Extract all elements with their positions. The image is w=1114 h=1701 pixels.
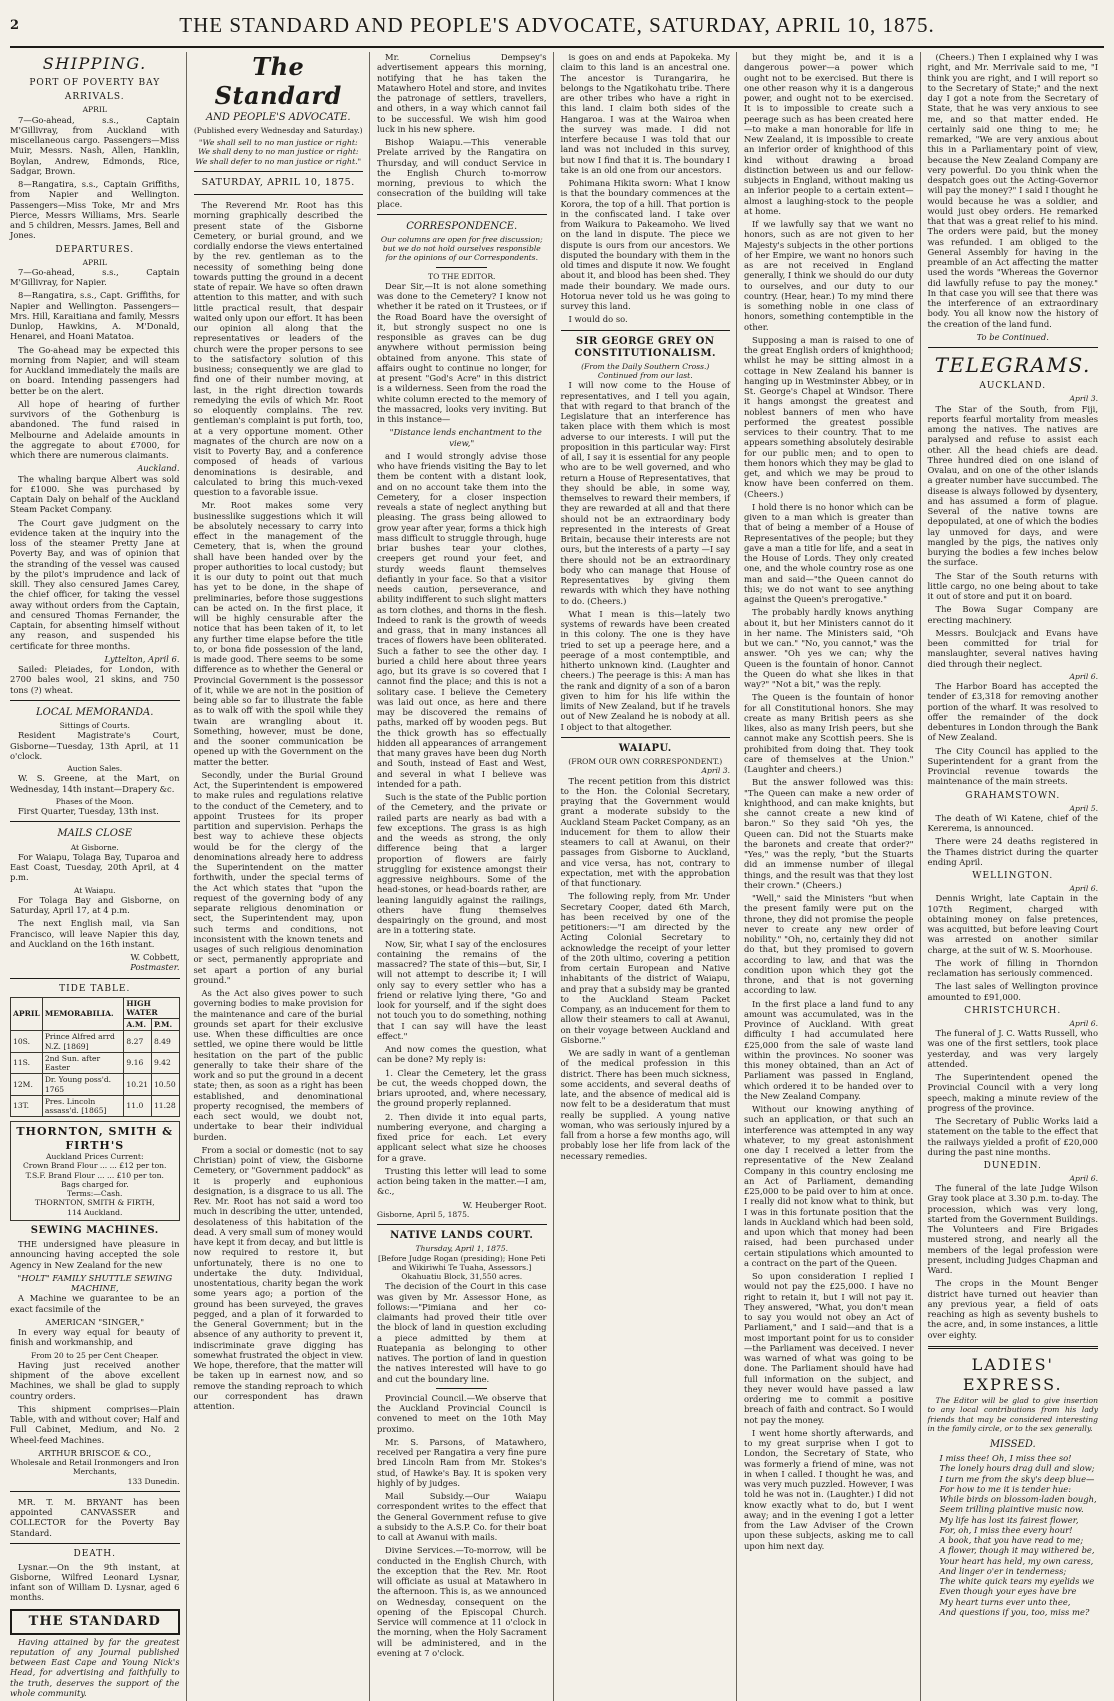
tide-cell: 2nd Sun. after Easter: [42, 1052, 124, 1074]
poem-line: I turn me from the sky's deep blue—: [939, 1473, 1095, 1484]
telegram-date: April 6.: [1069, 884, 1098, 894]
letter-date: Gisborne, April 5, 1875.: [377, 1209, 470, 1219]
poem-line: My life has lost its fairest flower,: [939, 1514, 1079, 1525]
sewing-text: Having just received another shipment of the above excellent Machines, we shall be glad to supply country orders.: [10, 1359, 180, 1401]
shipping-heading: SHIPPING.: [42, 54, 147, 73]
poem-line: Seem trilling plaintive music now.: [939, 1504, 1084, 1515]
advert-subtitle: Auckland Prices Current:: [45, 1152, 144, 1162]
editorial-paragraph: From a social or domestic (not to say Christian) point of view, the Gisborne Cemetery, or "Government paddock" as it is properly and euphonious designation, is a disgrace to us all. The Rev. Mr. Root has not said a word too much in describing the utter, untended, desolateness of this habitation of the dead. A very small sum of money would have kept it from decay, and but little is now required to restore it, but unfortunately, there is no one to undertake the duty. Individual, unostentatious, charity began the work some years ago; a portion of the ground has been surveyed, the graves pegged, and a plan of it forwarded to the General Government; but in the absence of any authority to prevent it, indiscriminate grave digging has somewhat frustrated the object in view. We hope, therefore, that the matter will be taken up in earnest now, and so remove the standing reproach to which our correspondent has drawn attention.: [193, 1144, 363, 1412]
tide-cell: 12M.: [11, 1074, 43, 1096]
telegram-date: April 3.: [1069, 394, 1098, 404]
advert-title: THORNTON, SMITH & FIRTH'S: [16, 1125, 174, 1152]
divider: [194, 171, 364, 172]
auction-label: Auction Sales.: [67, 764, 123, 774]
tide-cell: 9.42: [151, 1052, 179, 1074]
native-lands-heading: NATIVE LANDS COURT.: [390, 1230, 534, 1242]
letter-paragraph: 1. Clear the Cemetery, let the grass be cut, the weeds chopped down, the briars uprooted, and, where necessary, the ground properly replanned.: [377, 1067, 547, 1109]
editorial-paragraph: The Reverend Mr. Root has this morning graphically described the present state of the Gisborne Cemetery, or burial ground, and we cordially endorse the views entertained by the rev. gentleman as to the necessity of something being done towards putting the ground in a decent state of repair. We have so often drawn attention to this matter, and with such little practical result, that despair waited only upon our effort. It has been our opinion all along that the representatives or leaders of the church were the proper persons to see to the satisfactory solution of this business; consequently we are glad to find one of their number moving, at last, in the right direction towards remedying the evils of which Mr. Root so eloquently complains. The rev. gentleman's complaint is put forth, too, at a very opportune moment. Other magnates of the church are now on a visit to Poverty Bay, and a conference composed of heads of various denominations is desirable, and calculated to bring this much-vexed question to a favorable issue.: [193, 200, 363, 498]
divider: [10, 978, 180, 979]
columns: [10, 52, 1104, 1698]
telegrams-heading: TELEGRAMS.: [934, 353, 1091, 377]
speech-paragraph: I will now come to the House of representatives, and I tell you again, that with regard to that branch of the Legislature that an interference has taken place with them which is most adverse to our interests. I will put the proposition in this particular way: First of all, I say it is essential for any people who are to be well governed, and who return a House of Representatives, that they should be able, in some way, themselves to reward their members, if they are rewarded at all and that there should not be an extraordinary body represented in the interests of Great Britain, because their interests are not ours, but the interests of a party —I say there should not be an extraordinary body who can manage that House of Representatives by giving them rewards with which they have nothing to do. (Cheers.): [560, 380, 730, 606]
logo-subtitle: AND PEOPLE'S ADVOCATE.: [205, 111, 351, 123]
tide-cell: 13T.: [11, 1095, 43, 1117]
news-paragraph: Provincial Council.—We observe that the Auckland Provincial Council is convened to meet on the 10th May proximo.: [377, 1392, 547, 1434]
column-shipping: [10, 52, 187, 1701]
briscoe-address: 133 Dunedin.: [127, 1476, 180, 1486]
dunedin-heading: DUNEDIN.: [983, 1161, 1042, 1172]
telegram-paragraph: The Secretary of Public Works laid a statement on the table to the effect that the railways yielded a profit of £20,000 during the past nine months.: [927, 1116, 1098, 1157]
motto: [194, 138, 364, 167]
tide-cell: 10.21: [124, 1074, 152, 1096]
mails-waiapu-label: At Waiapu.: [73, 885, 116, 895]
divider: [10, 700, 180, 701]
death-notice: Lysnar.—On the 9th instant, at Gisborne, Wilfred Leonard Lysnar, infant son of William D. Lysnar, aged 6 months.: [10, 1561, 180, 1603]
telegram-paragraph: The Bowa Sugar Company are erecting machinery.: [927, 604, 1098, 625]
speech-paragraph: Without our knowing anything of such an application, or that such an interference was attempted in any way whatever, to my great astonishment one day I received a letter from the representative of the New Zealand Company in this country enclosing me an Act of Parliament, demanding £25,000 to be paid over to him at once. I really did not know what to think, but I was in this fortunate position that the lands in Auckland which had been sold, and upon which that money had been raised, had been purchased under certain stipulations which amounted to a contract on the part of the Queen.: [744, 1104, 914, 1268]
speech-paragraph: If we lawfully say that we want no honors, such as are not given to her Majesty's subjects in the other portions of her Empire, we want no honors such as are not received in England generally, I think we should do our duty to ourselves, and our duty to our country. (Hear, hear.) To my mind there is something noble in one class of honors, something contemptible in the other.: [744, 219, 914, 332]
court-paragraph: Pohimana Hikita sworn: What I know is that the boundary commences at the Korora, the top of a hill. That portion is in the confiscated land. I take over from Waikura to Pakeamoho. We lived on the land in dispute. The piece we dispute is ours from our ancestors. We disputed the boundary with them in the old times and dispute it now. We fought about it, and blood has been shed. They made their boundary. We made ours. Hotorua never told us he was going to survey this land.: [560, 178, 730, 311]
poem-line: For how to me it is tender hue:: [939, 1483, 1072, 1494]
news-paragraph: Divine Services.—To-morrow, will be conducted in the English Church, with the exception that the Rev. Mr. Root will officiate as usual at Matawhero in the afternoon. This is, as we announced on Wednesday, consequent on the opening of the Episcopal Church. Service will commence at 11 o'clock in the morning, when the Holy Sacrament will be administered, and in the evening at 7 o'clock.: [377, 1545, 547, 1658]
local-memoranda-heading: LOCAL MEMORANDA.: [36, 706, 154, 718]
native-lands-bench: [Before Judge Rogan (presiding); Hone Peti and Wikiriwhi Te Tuaha, Assessors.]: [378, 1253, 546, 1272]
divider: [561, 737, 731, 738]
telegram-paragraph: The Harbor Board has accepted the tender of £3,318 for removing another portion of the wharf. It was resolved to offer the remainder of the dock debentures in London through the Bank of New Zealand.: [927, 681, 1099, 743]
to-the-editor: TO THE EDITOR.: [428, 271, 496, 281]
telegram-paragraph: The City Council has applied to the Superintendent for a grant from the Provincial revenue towards the maintenance of the main streets.: [927, 745, 1098, 787]
departures-heading: DEPARTURES.: [55, 244, 135, 255]
tide-cell: Pres. Lincoln assass'd. [1865]: [42, 1095, 124, 1117]
telegram-date: April 6.: [1069, 1018, 1098, 1028]
departure-entry: 7—Go-ahead, s.s., Captain M'Gillivray, for Napier.: [10, 266, 180, 288]
poem-line: For, oh, I miss thee every hour!: [939, 1524, 1073, 1535]
article-continued: Continued from our last.: [597, 371, 693, 381]
sewing-product: AMERICAN "SINGER,": [45, 1316, 145, 1327]
tide-header: MEMORABILIA.: [42, 997, 124, 1031]
telegram-date: April 6.: [1069, 1173, 1098, 1183]
arrival-entry: 7—Go-ahead, s.s., Captain M'Gillivray, from Auckland with miscellaneous cargo. Passengers—Miss Muir, Messrs. Nash, Allen, Hanklin, Boylan, Andrew, Edmonds, Rice, Sadgar, Brown.: [10, 114, 180, 176]
wellington-heading: WELLINGTON.: [972, 871, 1054, 882]
tide-header: HIGH WATER: [124, 997, 179, 1019]
auction-text: W. S. Greene, at the Mart, on Wednesday, 14th instant—Drapery &c.: [10, 773, 180, 794]
briscoe-name: ARTHUR BRISCOE & CO.,: [38, 1447, 152, 1458]
masthead: [10, 4, 1104, 48]
sir-george-heading: SIR GEORGE GREY ON CONSTITUTIONALISM.: [574, 335, 717, 359]
moon-label: Phases of the Moon.: [55, 796, 134, 806]
telegram-paragraph: The work of filling in Thorndon reclamation has seriously commenced.: [927, 957, 1098, 979]
speech-paragraph: In the first place a land fund to any amount was accumulated, was in the Province of Auckland. With great difficulty I had accumulated here £25,000 from the sale of waste land within the provinces. No sooner was this money obtained, than an Act of Parliament was passed in England, which ordered it to be handed over to the New Zealand Company.: [744, 998, 914, 1101]
briscoe-sub: Wholesale and Retail Ironmongers and Iron Merchants,: [10, 1458, 180, 1477]
divider: [10, 1543, 180, 1544]
ladies-express-note: The Editor will be glad to give insertion to any local contributions from his lady friends that may be considered interesting in the family circle, or to the sex generally.: [927, 1396, 1098, 1433]
thornton-advert: [10, 1121, 180, 1221]
christchurch-heading: CHRISTCHURCH.: [964, 1005, 1062, 1016]
advert-title: THE STANDARD: [28, 1613, 161, 1629]
letter-paragraph: and I would strongly advise those who have friends visiting the Bay to let them be content with a distant look, and on no account take them into the Cemetery, for a closer inspection reveals a state of neglect anything but pleasing. The grass being allowed to grow year after year, forms a thick high mass difficult to struggle through, huge briar bushes tear your clothes, creepers get round your feet, and sturdy weeds flaunt themselves defiantly in your face. So that a visitor needs caution, perseverance, and ability indifferent to such slight matters as torn clothes, and thorns in the flesh. Indeed to rank is the growth of weeds and grass, that in many instances all traces of flowers have been obliterated. Such a father to see the other day. I buried a child here about three years ago, but its grave is so covered that I cannot find the place; and this is not a solitary case. I believe the Cemetery was laid out once, as here and there may be discovered the remains of paths, marked off by wooden pegs. But the thick growth has so effectually hidden all appearances of arrangement that many graves have been dug North and South, instead of East and West, and several in what I believe was intended for a path.: [377, 450, 547, 789]
divider: [436, 267, 487, 268]
tide-cell: 11.28: [151, 1095, 179, 1117]
divider: [377, 1224, 547, 1225]
speech-paragraph: But the answer followed was this: "The Queen can make a new order of knighthood, and can make knights, but she cannot create a new kind of baron." So they said "Oh yes, the Queen can. Did not the Stuarts make the baronets and create that order?" "Yes," was the reply, "but the Stuarts did an immense number of illegal things, and the result was that they lost their crown." (Cheers.): [744, 777, 914, 890]
waiapu-paragraph: The following reply, from Mr. Under Secretary Cooper, dated 6th March, has been received by one of the petitioners:—"I am directed by the Acting Colonial Secretary to acknowledge the receipt of your letter of the 20th ultimo, covering a petition from certain European and Native inhabitants of the district of Waiapu, and pray that a subsidy may be granted to the Auckland Steam Packet Company, as an inducement for them to allow their steamers to call at Awanui, on their voyage between Auckland and Gisborne.": [560, 891, 730, 1045]
telegram-paragraph: The crops in the Mount Benger district have turned out heavier than any previous year, a field of oats reaching as high as seventy bushels to the acre, and, in some instances, a little over eighty.: [927, 1278, 1098, 1340]
waiapu-date: April 3.: [701, 766, 730, 776]
tide-header: A.M.: [124, 1019, 152, 1031]
waiapu-heading: WAIAPU.: [618, 742, 672, 754]
tide-header: P.M.: [151, 1019, 179, 1031]
poem-title: MISSED.: [989, 1439, 1036, 1451]
shipping-note: All hope of hearing of further survivors of the Gothenburg is abandoned. The fund raised in Melbourne and Adelaide amounts in the aggregate to about £7000, for which there are numerous claimants.: [10, 398, 180, 461]
telegram-paragraph: The funeral of J. C. Watts Russell, who was one of the first settlers, took place yesterday, and was very largely attended.: [927, 1028, 1098, 1069]
divider: [10, 1491, 180, 1492]
to-be-continued: To be Continued.: [976, 331, 1049, 342]
sewing-text: In every way equal for beauty of finish and workmanship, and: [10, 1327, 180, 1348]
news-paragraph: Bishop Waiapu.—This venerable Prelate arrived by the Rangatira on Thursday, and will conduct Service in the English Church to-morrow morning, previous to which the consecration of the building will take place.: [377, 137, 547, 209]
court-paragraph: I would do so.: [568, 314, 628, 325]
speech-paragraph: So upon consideration I replied I would not pay the £25,000. I have no right to retain it, but I will not pay it. They answered, "What, you don't mean to say you would not obey an Act of Parliament," and I said—and that is a most important point for us to consider—the Parliament was deceived. I never was warned of what was going to be done. The Parliament should have had full information on the subject, and they never would have passed a law ordering me to commit a positive breach of faith and contract. So I would not pay the money.: [744, 1271, 914, 1425]
speech-paragraph: The probably hardly knows anything about it, but her Ministers cannot do it in her name. The Ministers said, "Oh but we can." "No, you cannot," was the answer. "Oh yes we can; why the Queen is the fountain of honor. Cannot the Queen do what she likes in that way?" "Not a bit," was the reply.: [744, 607, 914, 689]
native-lands-text: The decision of the Court in this case was given by Mr. Assessor Hone, as follows:—"Pimiana and her co-claimants had proved their title over the block of land in question excluding a piece admitted by them at Ruatepania as belonging to other natives. The portion of land in question the natives interested will have to go and cut the boundary line.: [377, 1281, 547, 1384]
dateline: SATURDAY, APRIL 10, 1875.: [201, 177, 355, 189]
tide-table: [10, 997, 180, 1118]
divider: [928, 347, 1099, 348]
column-speech: [744, 52, 921, 1701]
tide-table-heading: TIDE TABLE.: [59, 983, 131, 994]
telegram-paragraph: The last sales of Wellington province amounted to £91,000.: [927, 981, 1098, 1002]
tide-header: APRIL: [11, 997, 43, 1031]
letter-paragraph: Trusting this letter will lead to some action being taken in the matter.—I am, &c.,: [377, 1165, 547, 1197]
telegram-paragraph: There were 24 deaths registered in the Thames district during the quarter ending April.: [927, 836, 1098, 867]
table-row: [11, 1074, 180, 1096]
newspaper-title: THE STANDARD AND PEOPLE'S ADVOCATE, SATURDAY, APRIL 10, 1875.: [179, 12, 935, 37]
letter-paragraph: Such is the state of the Public portion of the Cemetery, and the private or railed parts are nearly as bad with a few exceptions. The grass is as high and the weeds as strong, the only difference being that a larger proportion of flowers are fairly struggling for existence amongst their aggressive neighbours. Some of the head-stones, or head-boards rather, are leaning languidly against the railings, others have flung themselves despairingly on the ground, and most are in a tottering state.: [377, 792, 547, 936]
tide-cell: 10.50: [151, 1074, 179, 1096]
mails-text: For Tolaga Bay and Gisborne, on Saturday, April 17, at 4 p.m.: [10, 894, 180, 916]
table-row: [11, 1052, 180, 1074]
speech-paragraph: I hold there is no honor which can be given to a man which is greater than that of being a member of a House of Representatives of the people; but they gave a man a title for life, and a seat in the House of Lords. They only created one, and the whole country rose as one man and said—"the Queen cannot do this; we do not want to see anything against the Queen's prerogative.": [744, 501, 914, 604]
departures-month: APRIL: [82, 257, 107, 267]
sittings-label: Sittings of Courts.: [59, 721, 130, 731]
news-paragraph: Mail Subsidy.—Our Waiapu correspondent writes to the effect that the General Government refuse to give a subsidy to the A.S.P. Co. for their boat to call at Awanui with mails.: [377, 1491, 547, 1543]
auckland-note: The whaling barque Albert was sold for £1000. She was purchased by Captain Daly on behalf of the Auckland Steam Packet Company.: [10, 473, 180, 515]
article-source: (From the Daily Southern Cross.): [581, 361, 710, 371]
letter-quote: "Distance lends enchantment to the view,": [389, 427, 542, 448]
tide-cell: 10S.: [11, 1031, 43, 1053]
waiapu-paragraph: The recent petition from this district to the Hon. the Colonial Secretary, praying that the Government would grant a moderate subsidy to the Auckland Steam Packet Company, as an inducement for them to allow their steamers to call at Awanui, on their passages from Gisborne to Auckland, and vice versa, has not, contrary to expectation, met with the approbation of that functionary.: [560, 775, 730, 889]
native-lands-date: Thursday, April 1, 1875.: [415, 1244, 508, 1254]
divider: [377, 214, 547, 215]
poem-line: While birds on blossom-laden bough,: [939, 1494, 1097, 1505]
poem-line: The white quick tears my eyelids we: [939, 1576, 1095, 1587]
speech-paragraph: (Cheers.) Then I explained why I was right, and Mr. Merrivale said to me, "I think you are right, and I will report so to the Secretary of State;" and the next day I got a note from the Secretary of State, that he was very anxious to see me, and so that matter ended. He certainly said one thing to me; he remarked, "We are very anxious about this in a Parliamentary point of view, because the New Zealand Company are very powerful. Do you think when the despatch goes out the Acting-Governor will pay the money?" I said I thought he would because he was a soldier, and would just obey orders. He remarked that that was a great relief to his mind. The orders were paid, but the money was refunded. I am obliged to the General Assembly for having in the preamble of an Act affecting the matter used the words "Whereas the Governor did lawfully refuse to pay the money." In that case you will see that there was the interference of an extraordinary body. You all know now the history of the creation of the land fund.: [927, 52, 1098, 329]
column-correspondence: [377, 52, 554, 1701]
postmaster-name: W. Cobbett,: [130, 952, 180, 963]
lyttelton-note: Sailed: Pleiades, for London, with 2700 bales wool, 21 skins, and 750 tons (?) wheat.: [10, 664, 180, 695]
sewing-heading: SEWING MACHINES.: [30, 1224, 159, 1236]
tide-cell: 9.16: [124, 1052, 152, 1074]
speech-paragraph: Supposing a man is raised to one of the great English orders of knighthood; whilst he may be sitting almost in a cottage in New Zealand his banner is hanging up in Westminster Abbey, or in St. George's Chapel at Windsor. There it hangs amongst the greatest and noblest banners of men who have performed the greatest possible services to their country. That to me appears something absolutely desirable for our public men; and to open to them honors which they may be glad to get, and which we may be proud to know have been conferred on them. (Cheers.): [744, 334, 914, 499]
speech-paragraph: "Well," said the Ministers "but when the present family were put on the throne, they did not promise the people never to create any new order of nobility." "Oh, no, certainly they did not do that, but they promised to govern according to law, and that was the condition upon which they got the throne, and that is not governing according to law.: [744, 893, 914, 996]
port-heading: PORT OF POVERTY BAY: [29, 77, 161, 88]
news-paragraph: Mr. S. Parsons, of Matawhero, received per Rangatira a very fine pure bred Lincoln Ram from Mr. Stokes's stud, of Hawke's Bay. It is spoken very highly of by judges.: [377, 1436, 547, 1488]
poem-line: I miss thee! Oh, I miss thee so!: [939, 1453, 1072, 1464]
sewing-text: THE undersigned have pleasure in announcing having accepted the sole Agency in New Zealand for the new: [10, 1239, 180, 1270]
telegram-paragraph: The Star of the South returns with little cargo, no one being about to take it out of store and put it on board.: [927, 570, 1098, 602]
standard-advert: [10, 1609, 180, 1635]
departure-entry: 8—Rangatira, s.s., Capt. Griffiths, for Napier and Wellington. Passengers—Mrs. Hill, Karaitiana and family, Messrs Dunlop, Hawkins, A. M'Donald, Henarei, and Hoani Matatoa.: [10, 290, 180, 342]
sewing-text: A Machine we guarantee to be an exact facsimile of the: [10, 1293, 180, 1314]
poem-line: Your heart has held, my own caress,: [939, 1555, 1094, 1566]
column-reports: [561, 52, 738, 1701]
tide-cell: Dr. Young poss'd. 1765: [42, 1074, 124, 1096]
poem-line: And questions if you, too, miss me?: [939, 1606, 1090, 1617]
divider: [194, 194, 364, 195]
poem-line: The lonely hours drag dull and slow;: [939, 1463, 1095, 1474]
telegram-paragraph: The Star of the South, from Fiji, reports fearful mortality from measles among the natives. The natives are paralysed and refuse to assist each other. All the head chiefs are dead. Three hundred died on one island of Ovalau, and on one of the other islands a greater number have succumbed. The disease is always followed by dysentery, and has assumed a form of plague. Several of the native towns are depopulated, at one of which the bodies lay unmoved for days, and were mangled by the pigs, the natives only burying the bodies a few inches below the surface.: [927, 403, 1098, 568]
advert-line: 114 Auckland.: [67, 1207, 123, 1217]
editorial-paragraph: Secondly, under the Burial Ground Act, the Superintendent is empowered to make rules and regulations relative to the conduct of the Cemetery, and to appoint Trustees for its proper partition and supervision. Perhaps the best way to achieve these objects would be for the clergy of the denominations already here to address the Superintendent on the matter forthwith, under the special terms of the Act which states that "upon the request of the governing body of any separate religious denomination or sect, the Superintendent may, upon such terms and conditions, not inconsistent with the known tenets and usages of such religious denomination or sect, permanently appropriate and set apart a portion of any burial ground.": [193, 769, 363, 985]
mails-text: The next English mail, via San Francisco, will leave Napier this day, and Auckland on the 16th instant.: [10, 918, 180, 949]
poem-line: A flower, though it may withered be,: [939, 1545, 1095, 1556]
lyttelton-label: Lyttelton, April 6.: [104, 653, 180, 664]
mails-text: For Waiapu, Tolaga Bay, Tuparoa and East Coast, Tuesday, 20th April, at 4 p.m.: [10, 851, 180, 883]
letter-paragraph: 2. Then divide it into equal parts, numbering everyone, and charging a fixed price for each. Let every applicant select what size he chooses for a grave.: [377, 1111, 547, 1163]
advert-line: Terms:—Cash.: [67, 1189, 123, 1199]
column-telegrams: [928, 52, 1105, 1701]
letter-signature: W. Heuberger Root.: [462, 1199, 547, 1210]
sewing-price: From 20 to 25 per Cent Cheaper.: [30, 1350, 159, 1360]
court-paragraph: is goes on and ends at Papokeka. My claim to this land is an ancestral one. The ancestor is Turangarira, he belongs to the Ngatikohatu tribe. There are other tribes who have a right in this land. I claim both sides of the Hangaroa. I was at the Wairoa when the survey was made. I did not interfere because I was told that our land was not included in this survey, but now I find that it is. The boundary I take is an old one from our ancestors.: [560, 52, 730, 175]
arrival-entry: 8—Rangatira, s.s., Captain Griffiths, from Napier and Wellington. Passengers—Miss Toke, Mr and Mrs Pierce, Messrs Williams, Mrs. Searle and 5 children, Messrs. James, Bell and Jones.: [10, 179, 180, 241]
letter-paragraph: Dear Sir,—It is not alone something was done to the Cemetery? I know not whether it be rated on it Trustees, or if the Road Board have the oversight of it, but strongly suspect no one is responsible as graves can be dug anywhere without permission being obtained from anyone. This state of affairs ought to continue no longer, for at present "God's Acre" in this district is a wilderness. Seen from the road the white column erected to the memory of the massacred, looks very inviting. But in this instance—: [377, 280, 547, 425]
sewing-product: "HOLT" FAMILY SHUTTLE SEWING MACHINE,: [17, 1272, 173, 1294]
arrivals-month: APRIL: [82, 105, 107, 115]
waiapu-paragraph: We are sadly in want of a gentleman of the medical profession in this district. There has been much sickness, some accidents, and several deaths of late, and the absence of medical aid is now felt to be a desideratum that must really be supplied. A young native woman, who was seriously injured by a fall from a horse a few months ago, will probably lose her life from lack of the necessary remedies.: [560, 1048, 730, 1161]
speech-paragraph: but they might be, and it is a dangerous power—a power which ought not to be exercised. But there is one other reason why it is a dangerous power, and ought not to be exercised. It is to impossible to create such a peerage such as has been created here—to make a man honorable for life in New Zealand, it is impossible to create an inferior order of knighthood of this kind without drawing a broad distinction between us and our fellow-subjects in England, without making us an inferior people to a certain extent—almost a laughing-stock to the people at home.: [744, 52, 914, 216]
shipping-note: The Go-ahead may be expected this morning from Napier, and will steam for Auckland immediately the mails are on board. Intending passengers had better be on the alert.: [10, 344, 180, 396]
native-lands-block: Okahuatiu Block, 31,550 acres.: [401, 1272, 523, 1282]
death-heading: DEATH.: [73, 1548, 116, 1559]
telegram-date: April 5.: [1069, 803, 1098, 813]
divider: [928, 1346, 1099, 1349]
publication-note: (Published every Wednesday and Saturday.): [193, 125, 363, 135]
divider: [561, 330, 731, 331]
poem-line: A book, that you have read to me;: [939, 1535, 1084, 1546]
arrivals-heading: ARRIVALS.: [64, 92, 125, 103]
letter-paragraph: Now, Sir, what I say of the enclosures containing the remains of the massacred? The state of this—but, Sir, I will not attempt to describe it; I will only say to every settler who has a friend or relative lying there, "Go and look for yourself, and if the sight does not touch you to do something, nothing that I can say will have the least effect.": [377, 938, 547, 1041]
telegram-paragraph: The funeral of the late Judge Wilson Gray took place at 3.30 p.m. to-day. The procession, which was very long, started from the Government Buildings. The Volunteers and Fire Brigades mustered strong, and nearly all the members of the legal profession were present, including Judges Chapman and Ward.: [927, 1183, 1098, 1276]
advert-line: Crown Brand Flour ... ... £12 per ton.: [23, 1161, 167, 1171]
speech-paragraph: I went home shortly afterwards, and to my great surprise when I got to London, the Secretary of State, who was formerly a friend of mine, was not in when I called. I thought he was, and was very much puzzled. However, I was told he was not in. (Laughter.) I did not know exactly what to do, but I went away; and in the evening I got a letter from the Law Adviser of the Crown upon these subjects, asking me to call upon him next day.: [744, 1427, 914, 1551]
advert-line: T.S.F. Brand Flour ... ... £10 per ton.: [25, 1170, 164, 1180]
ladies-express-heading: LADIES' EXPRESS.: [962, 1354, 1063, 1394]
correspondence-note: Our columns are open for free discussion; but we do not hold ourselves responsible for the opinions of our Correspondents.: [380, 234, 543, 263]
telegram-paragraph: Messrs. Boulcjack and Evans have been committed for trial for manslaughter, several natives having died through their neglect.: [927, 627, 1098, 669]
telegram-date: April 6.: [1069, 671, 1098, 681]
auckland-label: Auckland.: [137, 463, 180, 474]
mails-heading: MAILS CLOSE: [57, 828, 133, 840]
postmaster-title: Postmaster.: [130, 962, 180, 973]
telegram-paragraph: The death of Wi Katene, chief of the Kererema, is announced.: [927, 812, 1098, 834]
waiapu-source: (FROM OUR OWN CORRESPONDENT.): [568, 757, 723, 767]
poem-line: My heart turns ever unto thee,: [939, 1596, 1071, 1607]
bryant-notice: MR. T. M. BRYANT has been appointed CANVASSER and COLLECTOR for the Poverty Bay Standard.: [10, 1496, 180, 1538]
sewing-text: This shipment comprises—Plain Table, with and without cover; Half and Full Cabinet, Medium, and No. 2 Wheel-feed Machines.: [10, 1403, 180, 1445]
table-row: [11, 1031, 180, 1053]
speech-paragraph: The Queen is the fountain of honor for all Constitutional honors. She may create as many British peers as she likes, also as many Irish peers, but she cannot make any Scottish peers. She is prohibited from doing that. They took care of themselves at the Union." (Laughter and cheers.): [744, 692, 914, 774]
speech-paragraph: What I mean is this—lately two systems of rewards have been created in this colony. The one is they have tried to set up a peerage here, and a peerage of a most contemptible, and hitherto unknown kind. (Laughter and cheers.) The peerage is this: A man has the rank and dignity of a son of a baron given to him for his life within the limits of New Zealand, but if he travels out of New Zealand he is nobody at all. I object to that altogether.: [560, 608, 730, 732]
sittings-text: Resident Magistrate's Court, Gisborne—Tuesday, 13th April, at 11 o'clock.: [10, 730, 180, 761]
divider: [436, 1388, 487, 1389]
divider: [10, 821, 180, 822]
news-paragraph: Mr. Cornelius Dempsey's advertisement appears this morning, notifying that he has taken the Matawhero Hotel and store, and invites the patronage of settlers, travellers, and others, in a way which cannot fail to be successful. We wish him good luck in his new sphere.: [377, 52, 547, 134]
telegram-paragraph: The Superintendent opened the Provincial Council with a very long speech, making a minute review of the progress of the province.: [927, 1072, 1098, 1113]
advert-line: Bags charged for.: [60, 1179, 129, 1189]
letter-paragraph: And now comes the question, what can be done? My reply is:: [377, 1044, 547, 1065]
tide-cell: 11S.: [11, 1052, 43, 1074]
tide-cell: 8.27: [124, 1031, 152, 1053]
newspaper-logo: The Standard: [214, 52, 342, 111]
motto-line: We shall deny to no man justice or right:: [197, 147, 359, 157]
column-editorial: [194, 52, 371, 1701]
auckland-heading: AUCKLAND.: [979, 381, 1047, 392]
tide-cell: Prince Alfred arrd N.Z. [1869]: [42, 1031, 124, 1053]
tide-cell: 11.0: [124, 1095, 152, 1117]
tide-cell: 8.49: [151, 1031, 179, 1053]
moon-text: First Quarter, Tuesday, 13th inst.: [18, 806, 159, 817]
grahamstown-heading: GRAHAMSTOWN.: [965, 790, 1061, 801]
editorial-paragraph: Mr. Root makes some very businesslike suggestions which it will be absolutely necessary to carry into effect in the management of the Cemetery, that is, when the ground shall have been handed over by the proper authorities to local custody; but it is our duty to point out that much has yet to be done, in the shape of preliminaries, before those suggestions can be acted on. In the first place, it will be highly censurable after the notice that has been taken of it, to let any further time elapse before the title to, or bona fide possession of the land, is made good. There seems to be some difference as to whether the General or Provincial Government is the possessor of it, while we are not in the position of being able so far to illustrate the fable as to walk off with the spoil while they twain are wrangling about it. Something, however, must be done, and the sooner communication be opened up with the Government on the matter the better.: [193, 500, 363, 767]
editorial-paragraph: As the Act also gives power to such governing bodies to make provision for the maintenance and care of the burial grounds set apart for their exclusive use. When these difficulties are once settled, we opine there would be little hesitation on the part of the public generally to take their share of the work and so put the ground in a decent state; then, as soon as a right has been established, and denominational property recognised, the members of each sect would, we doubt not, undertake to bear their individual burden.: [193, 988, 363, 1142]
poem-line: And linger o'er in tenderness;: [939, 1565, 1067, 1576]
motto-line: We shall defer to no man justice or right.": [195, 156, 362, 166]
court-note: The Court gave judgment on the evidence taken at the inquiry into the loss of the steamer Pretty Jane at Poverty Bay, and was of opinion that the stranding of the vessel was caused by the pilot's imprudence and lack of skill. They also censured James Carey, the chief officer, for taking the vessel away without orders from the Captain, and censured Thomas Fernander, the Captain, for absenting himself without any reason, and suspended his certificate for three months.: [10, 517, 180, 651]
mails-gisborne-label: At Gisborne.: [70, 842, 119, 852]
standard-advert-text: Having attained by far the greatest reputation of any Journal published between East Cape and Young Nick's Head, for advertising and faithfully to the truth, deserves the support of the whole community.: [10, 1636, 180, 1698]
motto-line: "We shall sell to no man justice or right:: [198, 137, 358, 147]
page-number: 2: [10, 17, 20, 33]
advert-line: THORNTON, SMITH & FIRTH,: [34, 1198, 155, 1208]
correspondence-heading: CORRESPONDENCE.: [406, 220, 518, 232]
telegram-paragraph: Dennis Wright, late Captain in the 107th Regiment, charged with obtaining money on false pretences, was acquitted, but before leaving Court was arrested on another similar charge, at the suit of W. S. Moorhouse.: [927, 893, 1098, 955]
poem-line: Even though your eyes have bre: [939, 1586, 1077, 1597]
table-row: [11, 1095, 180, 1117]
